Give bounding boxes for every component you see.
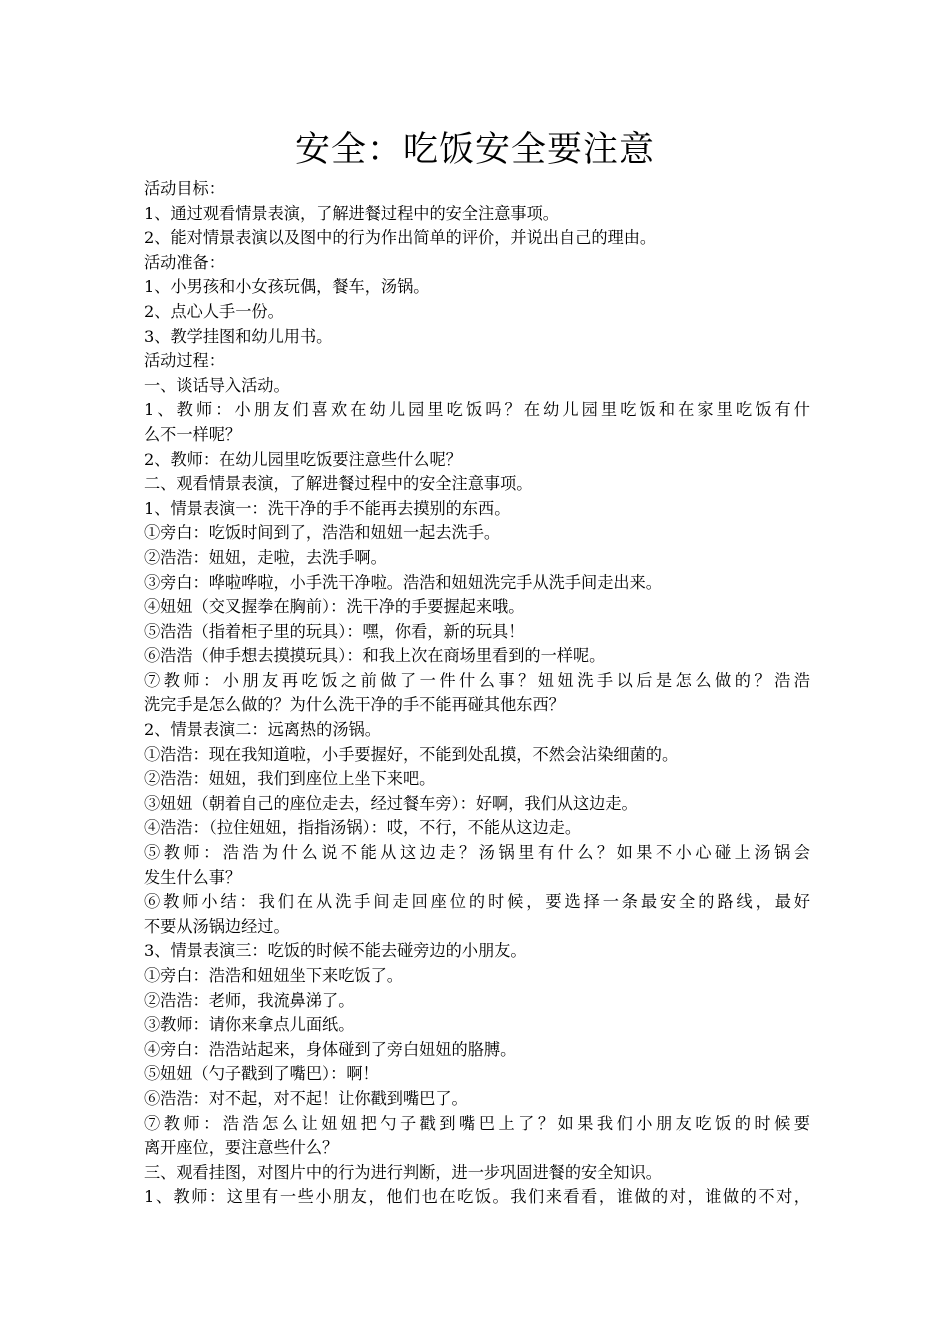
text-line: ②浩浩：老师，我流鼻涕了。 bbox=[144, 990, 355, 1010]
text-line: 活动准备： bbox=[144, 252, 225, 272]
text-line: ③旁白：哗啦哗啦，小手洗干净啦。浩浩和妞妞洗完手从洗手间走出来。 bbox=[144, 572, 662, 592]
text-line: 二、观看情景表演，了解进餐过程中的安全注意事项。 bbox=[144, 474, 533, 494]
text-line: 活动过程： bbox=[144, 351, 225, 371]
text-line: ③妞妞（朝着自己的座位走去，经过餐车旁）：好啊，我们从这边走。 bbox=[144, 793, 638, 813]
text-line: ④妞妞（交叉握拳在胸前）：洗干净的手要握起来哦。 bbox=[144, 597, 525, 617]
text-line: ⑤妞妞（勺子戳到了嘴巴）：啊！ bbox=[144, 1064, 379, 1084]
text-line: 不要从汤锅边经过。 bbox=[144, 916, 290, 936]
text-line: 三、观看挂图，对图片中的行为进行判断，进一步巩固进餐的安全知识。 bbox=[144, 1162, 662, 1182]
text-line: ⑦教师：浩浩怎么让妞妞把勺子戳到嘴巴上了？如果我们小朋友吃饭的时候要 bbox=[144, 1113, 810, 1133]
text-line: ①浩浩：现在我知道啦，小手要握好，不能到处乱摸，不然会沾染细菌的。 bbox=[144, 744, 679, 764]
text-line: ⑤浩浩（指着柜子里的玩具）：嘿，你看，新的玩具！ bbox=[144, 621, 525, 641]
text-line: 1、教师：这里有一些小朋友，他们也在吃饭。我们来看看，谁做的对，谁做的不对， bbox=[144, 1187, 810, 1207]
document-title: 安全：吃饭安全要注意 bbox=[294, 130, 655, 170]
text-line: ④浩浩：（拉住妞妞，指指汤锅）：哎，不行，不能从这边走。 bbox=[144, 818, 582, 838]
text-line: ④旁白：浩浩站起来，身体碰到了旁白妞妞的胳膊。 bbox=[144, 1039, 517, 1059]
text-line: 2、能对情景表演以及图中的行为作出简单的评价，并说出自己的理由。 bbox=[144, 228, 657, 248]
text-line: 1、教师：小朋友们喜欢在幼儿园里吃饭吗？在幼儿园里吃饭和在家里吃饭有什 bbox=[144, 400, 810, 420]
text-line: 2、点心人手一份。 bbox=[144, 301, 284, 321]
text-line: ②浩浩：妞妞，我们到座位上坐下来吧。 bbox=[144, 769, 436, 789]
text-line: 1、小男孩和小女孩玩偶，餐车，汤锅。 bbox=[144, 277, 430, 297]
text-line: 2、教师：在幼儿园里吃饭要注意些什么呢？ bbox=[144, 449, 462, 469]
text-line: ②浩浩：妞妞，走啦，去洗手啊。 bbox=[144, 547, 387, 567]
text-line: 3、教学挂图和幼儿用书。 bbox=[144, 326, 333, 346]
text-line: 发生什么事？ bbox=[144, 867, 242, 887]
document-body bbox=[144, 177, 810, 1210]
text-line: 1、情景表演一：洗干净的手不能再去摸别的东西。 bbox=[144, 498, 511, 518]
text-line: ⑥浩浩（伸手想去摸摸玩具）：和我上次在商场里看到的一样呢。 bbox=[144, 646, 606, 666]
text-line: ③教师：请你来拿点儿面纸。 bbox=[144, 1015, 355, 1035]
text-line: ⑥教师小结：我们在从洗手间走回座位的时候，要选择一条最安全的路线，最好 bbox=[144, 892, 810, 912]
text-line: ⑦教师：小朋友再吃饭之前做了一件什么事？妞妞洗手以后是怎么做的？浩浩 bbox=[144, 670, 810, 690]
text-line: ①旁白：吃饭时间到了，浩浩和妞妞一起去洗手。 bbox=[144, 523, 501, 543]
text-line: ①旁白：浩浩和妞妞坐下来吃饭了。 bbox=[144, 966, 403, 985]
text-line: ⑥浩浩：对不起，对不起！让你戳到嘴巴了。 bbox=[144, 1088, 468, 1108]
text-line: 2、情景表演二：远离热的汤锅。 bbox=[144, 720, 381, 740]
text-line: 活动目标： bbox=[144, 179, 225, 198]
text-line: 3、情景表演三：吃饭的时候不能去碰旁边的小朋友。 bbox=[144, 941, 527, 961]
text-line: 一、谈话导入活动。 bbox=[144, 375, 290, 395]
text-line: 1、通过观看情景表演，了解进餐过程中的安全注意事项。 bbox=[144, 203, 559, 223]
text-line: 洗完手是怎么做的？为什么洗干净的手不能再碰其他东西？ bbox=[144, 695, 565, 715]
text-line: ⑤教师：浩浩为什么说不能从这边走？汤锅里有什么？如果不小心碰上汤锅会 bbox=[144, 843, 810, 863]
text-line: 离开座位，要注意些什么？ bbox=[144, 1138, 339, 1158]
text-line: 么不一样呢？ bbox=[144, 424, 242, 444]
